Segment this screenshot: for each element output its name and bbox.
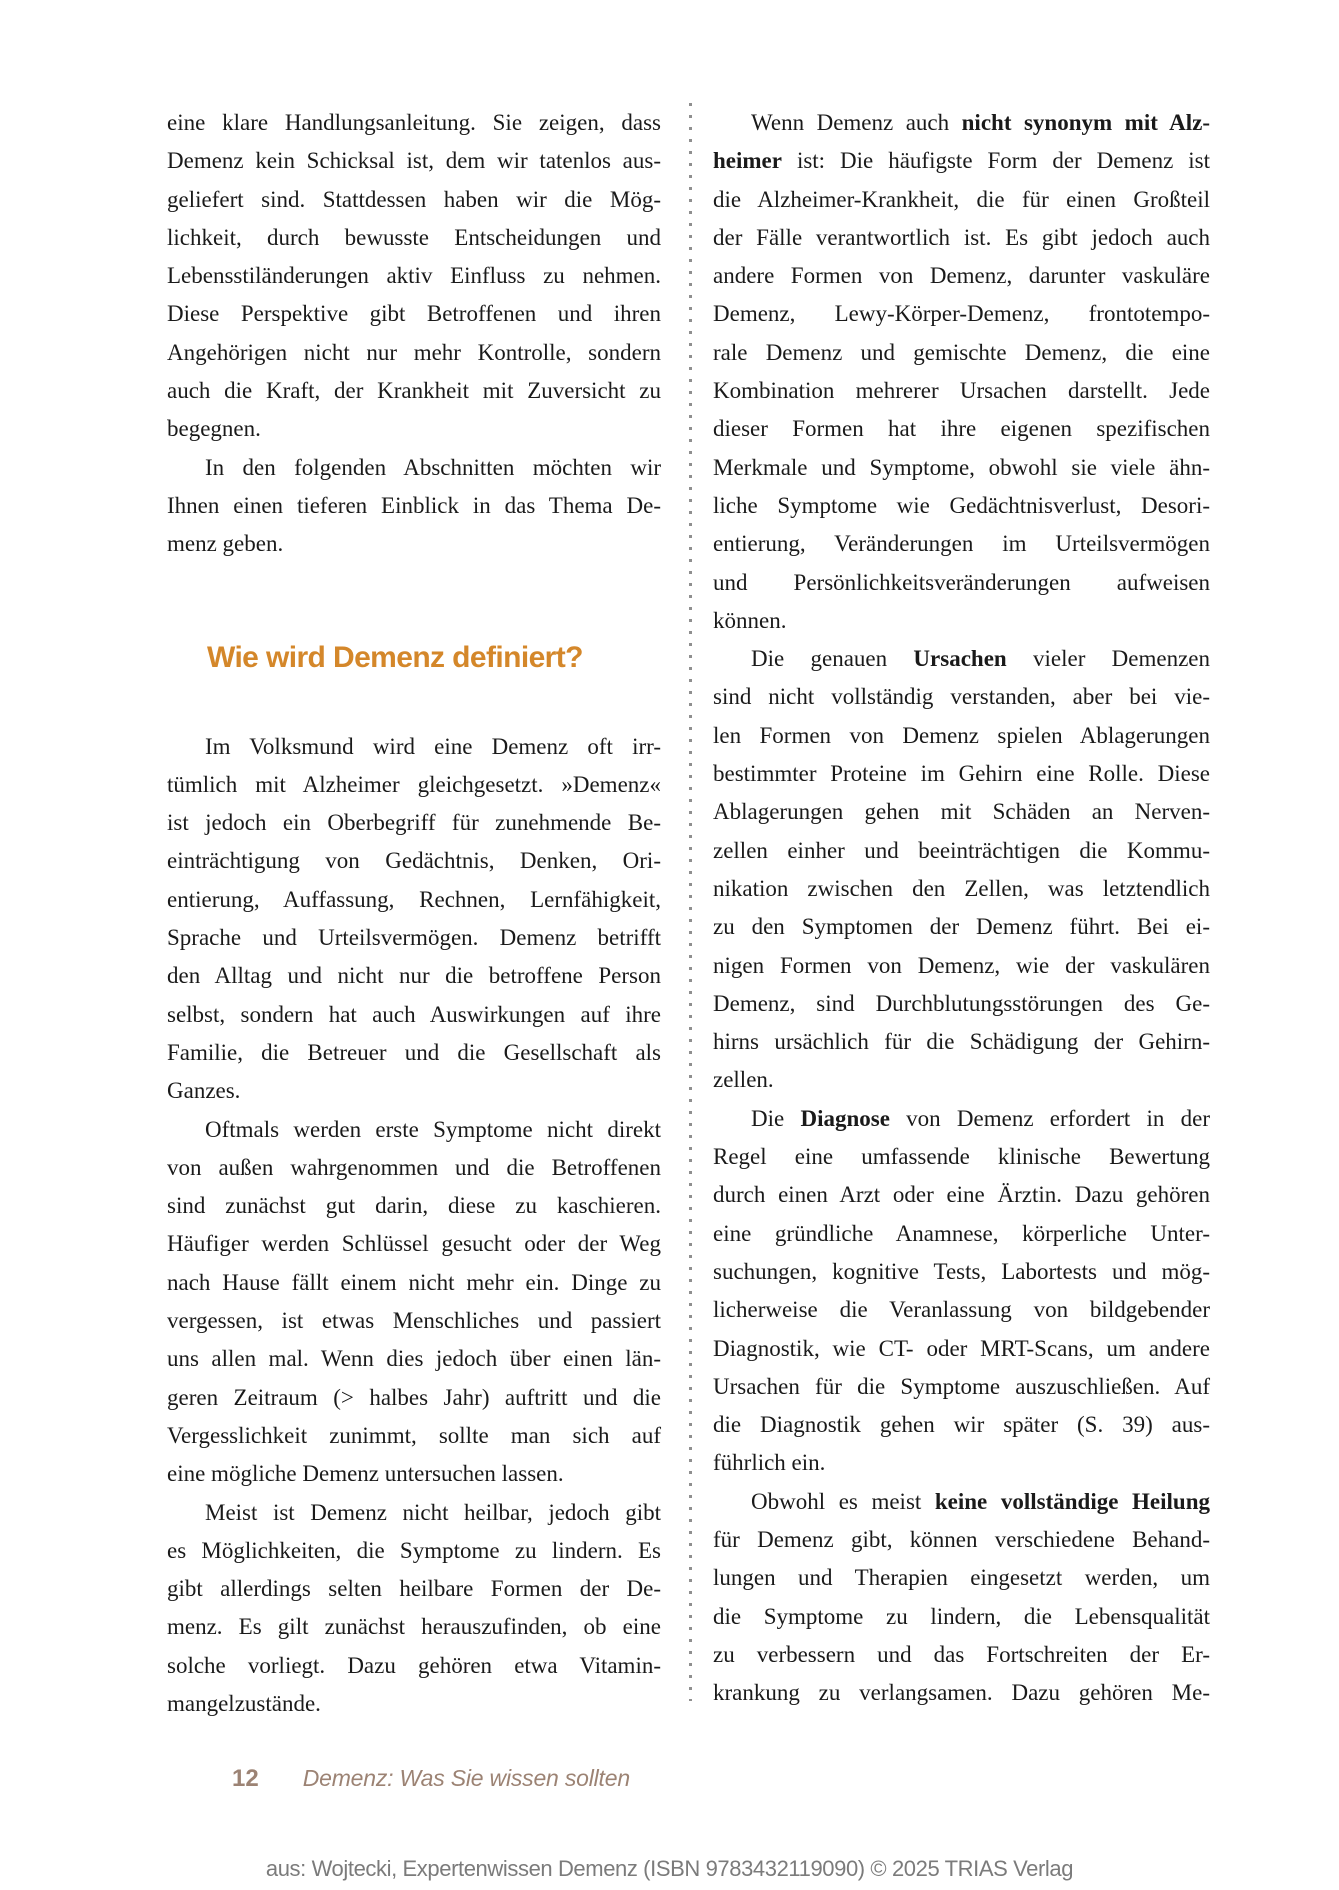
text-line: len Formen von Demenz spielen Ablagerungen bbox=[713, 722, 1210, 748]
page-footer bbox=[232, 1765, 630, 1793]
text-line: bestimmter Proteine im Gehirn eine Rolle. Diese bbox=[713, 761, 1210, 787]
text-line: menz. Es gilt zunächst herauszufinden, ob eine bbox=[167, 1614, 661, 1640]
text-line: andere Formen von Demenz, darunter vaskuläre bbox=[713, 263, 1210, 289]
paragraph bbox=[713, 1100, 1210, 1483]
text-line: selbst, sondern hat auch Auswirkungen auf ihre bbox=[167, 1001, 661, 1027]
text-line: Demenz kein Schicksal ist, dem wir tatenlos aus- bbox=[167, 148, 661, 174]
section-heading: Wie wird Demenz definiert? bbox=[207, 640, 583, 674]
text-line: Ihnen einen tieferen Einblick in das Thema De- bbox=[167, 492, 661, 518]
text-line: die Diagnostik gehen wir später (S. 39) aus- bbox=[713, 1412, 1210, 1438]
page-number: 12 bbox=[232, 1765, 259, 1792]
running-title: Demenz: Was Sie wissen sollten bbox=[302, 1765, 630, 1791]
right-column bbox=[713, 104, 1210, 1712]
text-line: mangelzustände. bbox=[167, 1690, 321, 1716]
text-line: Oftmals werden erste Symptome nicht direkt bbox=[205, 1116, 661, 1142]
text-line: eine mögliche Demenz untersuchen lassen. bbox=[167, 1461, 564, 1487]
text-line: krankung zu verlangsamen. Dazu gehören Me- bbox=[713, 1680, 1210, 1706]
text-line: licherweise die Veranlassung von bildgebender bbox=[713, 1297, 1210, 1323]
text-line: begegnen. bbox=[167, 416, 261, 442]
text-line: nigen Formen von Demenz, wie der vaskulären bbox=[713, 952, 1210, 978]
text-line: zellen. bbox=[713, 1067, 774, 1093]
text-line: Demenz, Lewy-Körper-Demenz, frontotempo- bbox=[713, 301, 1210, 327]
text-line: lungen und Therapien eingesetzt werden, um bbox=[713, 1565, 1210, 1591]
paragraph bbox=[713, 1483, 1210, 1713]
text-line: uns allen mal. Wenn dies jedoch über einen län- bbox=[167, 1346, 661, 1372]
text-line: führlich ein. bbox=[713, 1450, 826, 1476]
text-line: solche vorliegt. Dazu gehören etwa Vitamin- bbox=[167, 1652, 661, 1678]
text-line: Ablagerungen gehen mit Schäden an Nerven- bbox=[713, 799, 1210, 825]
text-line: können. bbox=[713, 607, 787, 633]
right-column-paragraphs bbox=[713, 104, 1210, 1712]
text-line: Kombination mehrerer Ursachen darstellt. Jede bbox=[713, 378, 1210, 404]
text-line: Wenn Demenz auch nicht synonym mit Alz- bbox=[751, 110, 1210, 135]
text-line: zellen einher und beeinträchtigen die Kommu- bbox=[713, 837, 1210, 863]
paragraph bbox=[167, 104, 661, 449]
paragraph bbox=[713, 104, 1210, 640]
text-line: Die Diagnose von Demenz erfordert in der bbox=[751, 1105, 1210, 1131]
text-line: Häufiger werden Schlüssel gesucht oder der Weg bbox=[167, 1231, 661, 1257]
text-line: vergessen, ist etwas Menschliches und passiert bbox=[167, 1308, 661, 1334]
text-line: sind zunächst gut darin, diese zu kaschieren. bbox=[167, 1193, 661, 1219]
left-column bbox=[167, 104, 661, 1723]
text-line: In den folgenden Abschnitten möchten wir bbox=[205, 454, 661, 480]
paragraph bbox=[167, 449, 661, 564]
text-line: tümlich mit Alzheimer gleichgesetzt. »Demenz« bbox=[167, 771, 661, 797]
text-line: lichkeit, durch bewusste Entscheidungen und bbox=[167, 224, 661, 250]
text-line: zu verbessern und das Fortschreiten der Er- bbox=[713, 1641, 1210, 1667]
text-line: liche Symptome wie Gedächtnisverlust, Desori- bbox=[713, 492, 1210, 518]
left-column-top-paragraphs bbox=[167, 104, 661, 564]
text-line: Diagnostik, wie CT- oder MRT-Scans, um andere bbox=[713, 1335, 1210, 1361]
paragraph bbox=[167, 1111, 661, 1494]
text-line: heimer ist: Die häufigste Form der Demenz ist bbox=[713, 148, 1210, 174]
text-line: Vergesslichkeit zunimmt, sollte man sich auf bbox=[167, 1422, 661, 1448]
text-line: entierung, Auffassung, Rechnen, Lernfähigkeit, bbox=[167, 886, 661, 912]
text-line: Angehörigen nicht nur mehr Kontrolle, sondern bbox=[167, 339, 661, 365]
text-line: durch einen Arzt oder eine Ärztin. Dazu gehören bbox=[713, 1182, 1210, 1208]
text-line: suchungen, kognitive Tests, Labortests und mög- bbox=[713, 1258, 1210, 1284]
text-line: für Demenz gibt, können verschiedene Behand- bbox=[713, 1526, 1210, 1552]
text-line: Familie, die Betreuer und die Gesellschaft als bbox=[167, 1039, 661, 1065]
text-line: Demenz, sind Durchblutungsstörungen des Ge- bbox=[713, 990, 1210, 1016]
text-line: Sprache und Urteilsvermögen. Demenz betrifft bbox=[167, 925, 661, 951]
text-line: zu den Symptomen der Demenz führt. Bei ei- bbox=[713, 914, 1210, 940]
text-line: Regel eine umfassende klinische Bewertung bbox=[713, 1144, 1210, 1170]
text-line: Lebensstiländerungen aktiv Einfluss zu nehmen. bbox=[167, 263, 661, 289]
text-line: Obwohl es meist keine vollständige Heilung bbox=[751, 1488, 1210, 1514]
text-line: geren Zeitraum (> halbes Jahr) auftritt und die bbox=[167, 1384, 661, 1410]
text-line: einträchtigung von Gedächtnis, Denken, Ori- bbox=[167, 848, 661, 874]
text-line: menz geben. bbox=[167, 531, 284, 557]
text-line: von außen wahrgenommen und die Betroffenen bbox=[167, 1154, 661, 1180]
text-line: der Fälle verantwortlich ist. Es gibt jedoch auch bbox=[713, 224, 1210, 250]
text-line: ist jedoch ein Oberbegriff für zunehmende Be- bbox=[167, 810, 661, 836]
text-line: den Alltag und nicht nur die betroffene Person bbox=[167, 963, 661, 989]
text-line: Meist ist Demenz nicht heilbar, jedoch gibt bbox=[205, 1499, 661, 1525]
text-line: die Symptome zu lindern, die Lebensqualität bbox=[713, 1603, 1210, 1629]
text-line: rale Demenz und gemischte Demenz, die eine bbox=[713, 339, 1210, 365]
text-line: Ursachen für die Symptome auszuschließen. Auf bbox=[713, 1373, 1210, 1399]
text-line: nikation zwischen den Zellen, was letztendlich bbox=[713, 875, 1210, 901]
paragraph bbox=[167, 728, 661, 1111]
text-line: Diese Perspektive gibt Betroffenen und ihren bbox=[167, 301, 661, 327]
text-line: eine klare Handlungsanleitung. Sie zeigen, dass bbox=[167, 110, 661, 135]
text-line: hirns ursächlich für die Schädigung der Gehirn- bbox=[713, 1029, 1210, 1055]
text-line: geliefert sind. Stattdessen haben wir die Mög- bbox=[167, 186, 661, 212]
text-line: nach Hause fällt einem nicht mehr ein. Dinge zu bbox=[167, 1269, 661, 1295]
text-line: entierung, Veränderungen im Urteilsvermögen bbox=[713, 531, 1210, 557]
text-line: auch die Kraft, der Krankheit mit Zuversicht zu bbox=[167, 378, 661, 404]
paragraph bbox=[713, 640, 1210, 1100]
text-line: Die genauen Ursachen vieler Demenzen bbox=[751, 646, 1210, 672]
paragraph bbox=[167, 1494, 661, 1724]
text-line: Im Volksmund wird eine Demenz oft irr- bbox=[205, 733, 661, 759]
text-line: dieser Formen hat ihre eigenen spezifischen bbox=[713, 416, 1210, 442]
column-divider-dotted-line bbox=[689, 103, 692, 1701]
text-line: die Alzheimer-Krankheit, die für einen Großteil bbox=[713, 186, 1210, 212]
text-line: Ganzes. bbox=[167, 1078, 241, 1104]
text-line: eine gründliche Anamnese, körperliche Unter- bbox=[713, 1220, 1210, 1246]
text-line: Merkmale und Symptome, obwohl sie viele ähn- bbox=[713, 454, 1210, 480]
text-line: gibt allerdings selten heilbare Formen der De- bbox=[167, 1576, 661, 1602]
text-line: sind nicht vollständig verstanden, aber bei vie- bbox=[713, 684, 1210, 710]
copyright-line: aus: Wojtecki, Expertenwissen Demenz (ISBN 9783432119090) © 2025 TRIAS Verlag bbox=[265, 1856, 1074, 1881]
text-line: und Persönlichkeitsveränderungen aufweisen bbox=[713, 569, 1210, 595]
text-line: es Möglichkeiten, die Symptome zu lindern. Es bbox=[167, 1537, 661, 1563]
left-column-bottom-paragraphs bbox=[167, 728, 661, 1724]
